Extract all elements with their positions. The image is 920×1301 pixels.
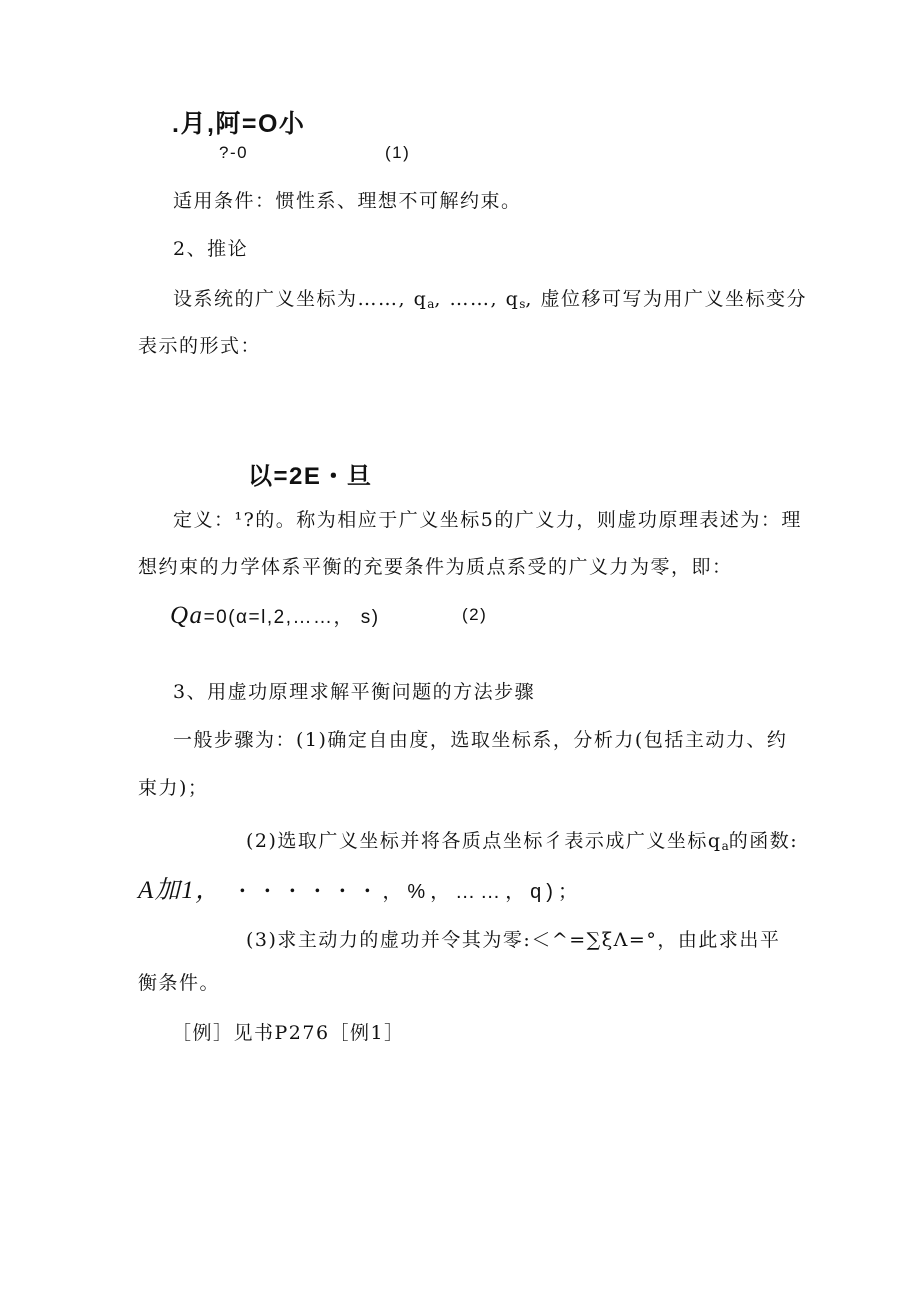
- paragraph-example-reference: ［例］见书P276［例1］: [172, 1022, 405, 1044]
- subscript: a: [427, 297, 435, 311]
- paragraph-step-3-line1: (3)求主动力的虚功并令其为零:＜^=∑ξΛ=°，由此求出平: [246, 929, 781, 951]
- heading-method-steps: 3、用虚功原理求解平衡问题的方法步骤: [173, 681, 536, 703]
- equation-3-rhs: ・・・・・・，%，……，q)；: [221, 881, 583, 903]
- paragraph-text: , 虚位移可写为用广义坐标变分: [525, 288, 807, 310]
- equation-1-number: (1): [385, 143, 411, 162]
- equation-2-number: (2): [462, 605, 488, 624]
- paragraph-text: (2)选取广义坐标并将各质点坐标彳表示成广义坐标q: [246, 830, 722, 852]
- equation-2: [170, 602, 380, 630]
- paragraph-steps-line1: 一般步骤为：(1)确定自由度，选取坐标系，分析力(包括主动力、约: [173, 729, 788, 751]
- equation-1-fragment: .月,阿=O小: [172, 110, 306, 138]
- equation-3-lhs: A加1，: [138, 877, 222, 904]
- heading-corollary: 2、推论: [173, 238, 249, 260]
- paragraph-text: 设系统的广义坐标为……, q: [173, 288, 428, 310]
- equation-virtual-displacement: 以=2E・旦: [248, 463, 373, 490]
- equation-1-subline: ?-0: [219, 143, 249, 162]
- paragraph-definition-line1: 定义：¹?的。称为相应于广义坐标5的广义力，则虚功原理表述为：理: [173, 509, 802, 531]
- paragraph-generalized-coordinates: [173, 284, 807, 311]
- paragraph-step-3-line2: 衡条件。: [138, 972, 221, 994]
- paragraph-text: 的函数:: [728, 830, 799, 852]
- paragraph-step-2: [246, 826, 798, 853]
- paragraph-text: , ……, q: [434, 288, 520, 310]
- paragraph-applicable-conditions: 适用条件：惯性系、理想不可解约束。: [173, 190, 522, 212]
- subscript: s: [519, 297, 526, 311]
- subscript: a: [721, 839, 729, 853]
- equation-3: [138, 870, 583, 906]
- paragraph-generalized-coordinates-cont: 表示的形式：: [138, 335, 262, 357]
- equation-2-rhs: =0(α=l,2,……， s): [203, 607, 380, 628]
- paragraph-definition-line2: 想约束的力学体系平衡的充要条件为质点系受的广义力为零，即：: [138, 556, 733, 578]
- paragraph-steps-line2: 束力)；: [138, 777, 209, 799]
- equation-2-lhs: Qa: [170, 602, 204, 629]
